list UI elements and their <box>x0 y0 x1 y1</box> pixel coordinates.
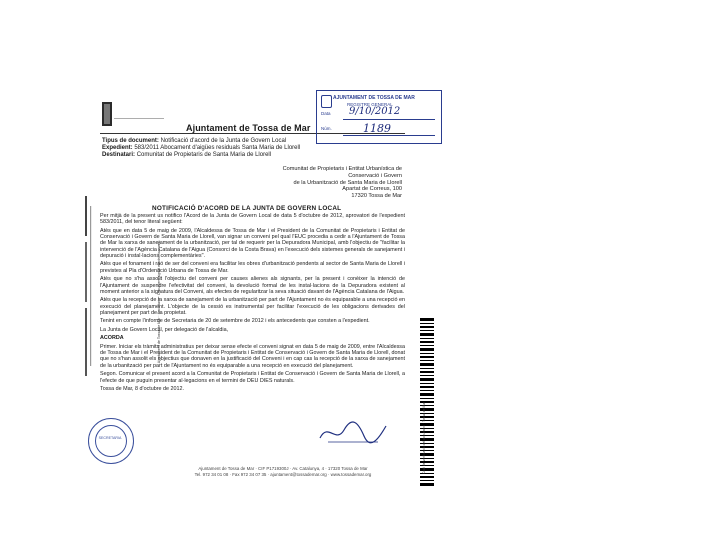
recipient-address <box>222 166 402 200</box>
stamp-number-value: 1189 <box>363 122 391 135</box>
stamp-date-value: 9/10/2012 <box>349 106 401 117</box>
paragraph: Segon. Comunicar el present acord a la Comunitat de Propietaris i Entitat de Conservació i Govern de Santa Maria de Llorell, a l'efecte de que puguin presentar al·legacions en el termini de DEU DIES naturals. <box>100 371 405 384</box>
stamp-number-label: Núm. <box>321 126 332 131</box>
tipus-label: Tipus de document: <box>102 138 159 144</box>
margin-text: Ajuntament de Tossa de Mar · Secretaria · Document signat electrònicament <box>156 241 161 364</box>
date-line: Tossa de Mar, 8 d'octubre de 2012. <box>100 386 185 392</box>
stamp-date-label: Data <box>321 111 331 116</box>
footer-line: Ajuntament de Tossa de Mar · CIF P1719300J · Av. Catalunya, 4 · 17320 Tossa de Mar <box>198 466 368 471</box>
paragraph: Per mitjà de la present us notifico l'Acord de la Junta de Govern Local de data 5 d'octubre de 2012, aprovatori de l'expedient 583/2011, del tenor literal següent: <box>100 213 405 226</box>
address-line: Apartat de Correus, 100 <box>342 186 402 193</box>
margin-strip-icon <box>82 196 96 376</box>
destinatari-value: Comunitat de Propietaris de Santa Maria de Llorell <box>136 152 272 158</box>
acorda-heading: ACORDA <box>100 335 124 342</box>
paragraph: Atès que en data 5 de maig de 2009, l'Alcaldessa de Tossa de Mar i el President de la Comunitat de Propietaris i Entitat de Conservació i Govern de Santa Maria de Llorell, van signar un conveni pel qual l'EUC procedia a cedir a l'Ajuntament de Tossa de Mar la xarxa de sanejament de la urbanització, per tal de requerir per la Depuradora Municipal, amb l'objectiu de "facilitar la intervenció de l'Agència Catalana de l'Aigua (Consorci de la Costa Brava) en l'execució dels sistemes generals de sanejament i depuració i instal·lacions complementàries". <box>100 227 405 259</box>
stamp-seal-icon <box>321 95 332 108</box>
paragraph: La Junta de Govern Local, per delegació de l'alcaldia, <box>100 326 229 333</box>
stamp-line <box>343 135 435 136</box>
paragraph: Atès que la recepció de la xarxa de sanejament de la urbanització per part de l'Ajuntament no és equiparable a una recepció en execució del planejament. L'objecte de la cessió es instrumental per facilitar l'execució de les obligacions derivades del planejament per part de la propietat. <box>100 297 405 316</box>
stamp-title: AJUNTAMENT DE TOSSA DE MAR <box>333 95 415 101</box>
address-line: 17320 Tossa de Mar <box>351 193 402 200</box>
barcode-caption: Codi de verificació del document · Tossa de Mar <box>422 401 426 474</box>
address-line: de la Urbanització de Santa Maria de Llorell <box>293 179 402 186</box>
address-line: Conservació i Govern <box>348 172 402 179</box>
signature-icon <box>318 418 388 446</box>
seal-text: SECRETARIA <box>98 436 122 440</box>
paragraph: Primer. Iniciar els tràmits administratius per deixar sense efecte el conveni signat en data 5 de maig de 2009, entre l'Alcaldessa de Tossa de Mar i el President de la Comunitat de Propietaris i Entitat de Conservació i Govern de Santa Maria de Llorell, donat que no s'han assolit els objectius que donaven en la justificació del Conveni i en cap cas la recepció de la xarxa de sanejament de la urbanització per part de l'Ajuntament no és equiparable a una recepció en execució del planejament. <box>100 343 405 369</box>
document-body <box>100 213 405 394</box>
stamp-line <box>343 119 435 120</box>
paragraph: Atès que el fonament i raó de ser del conveni era facilitar les obres d'urbanització pendents al sector de Santa Maria de Llorell i previstes al Pla d'Ordenació Urbana de Tossa de Mar. <box>100 261 405 274</box>
document-footer <box>168 466 398 477</box>
paragraph: Atès que no s'ha assolit l'objectiu del conveni per causes alienes als signants, per la present i conèixer la intenció de l'Ajuntament de suspendre l'efectivitat del conveni, la devolució formal de les instal·lacions de la Depuradora existent al moment anterior a la signatura del Conveni, als efectes de regularitzar la seva situació davant de l'Agència Catalana de l'Aigua. <box>100 276 405 295</box>
expedient-label: Expedient: <box>102 145 133 151</box>
stamp-subtitle: REGISTRE GENERAL <box>347 102 393 107</box>
tipus-value: Notificació d'acord de la Junta de Govern Local <box>160 138 287 144</box>
document-subject: NOTIFICACIÓ D'ACORD DE LA JUNTA DE GOVERN LOCAL <box>152 205 342 212</box>
paragraph: Tenint en compte l'informe de Secretaria de 20 de setembre de 2012 i els antecedents que consten a l'expedient. <box>100 318 370 325</box>
page-title: Ajuntament de Tossa de Mar <box>186 123 311 133</box>
footer-line: Tel. 972 34 01 08 · Fax 972 34 07 35 · ajuntament@tossademar.org · www.tossademar.org <box>194 471 372 477</box>
municipal-logo-icon <box>100 96 170 130</box>
destinatari-label: Destinatari: <box>102 152 136 158</box>
expedient-value: 583/2011 Abocament d'aigües residuals Santa Maria de Llorell <box>134 145 301 151</box>
seal-inner-ring <box>95 425 127 457</box>
address-line: Comunitat de Propietaris i Entitat Urbanística de <box>282 166 402 172</box>
registry-stamp <box>316 90 442 144</box>
